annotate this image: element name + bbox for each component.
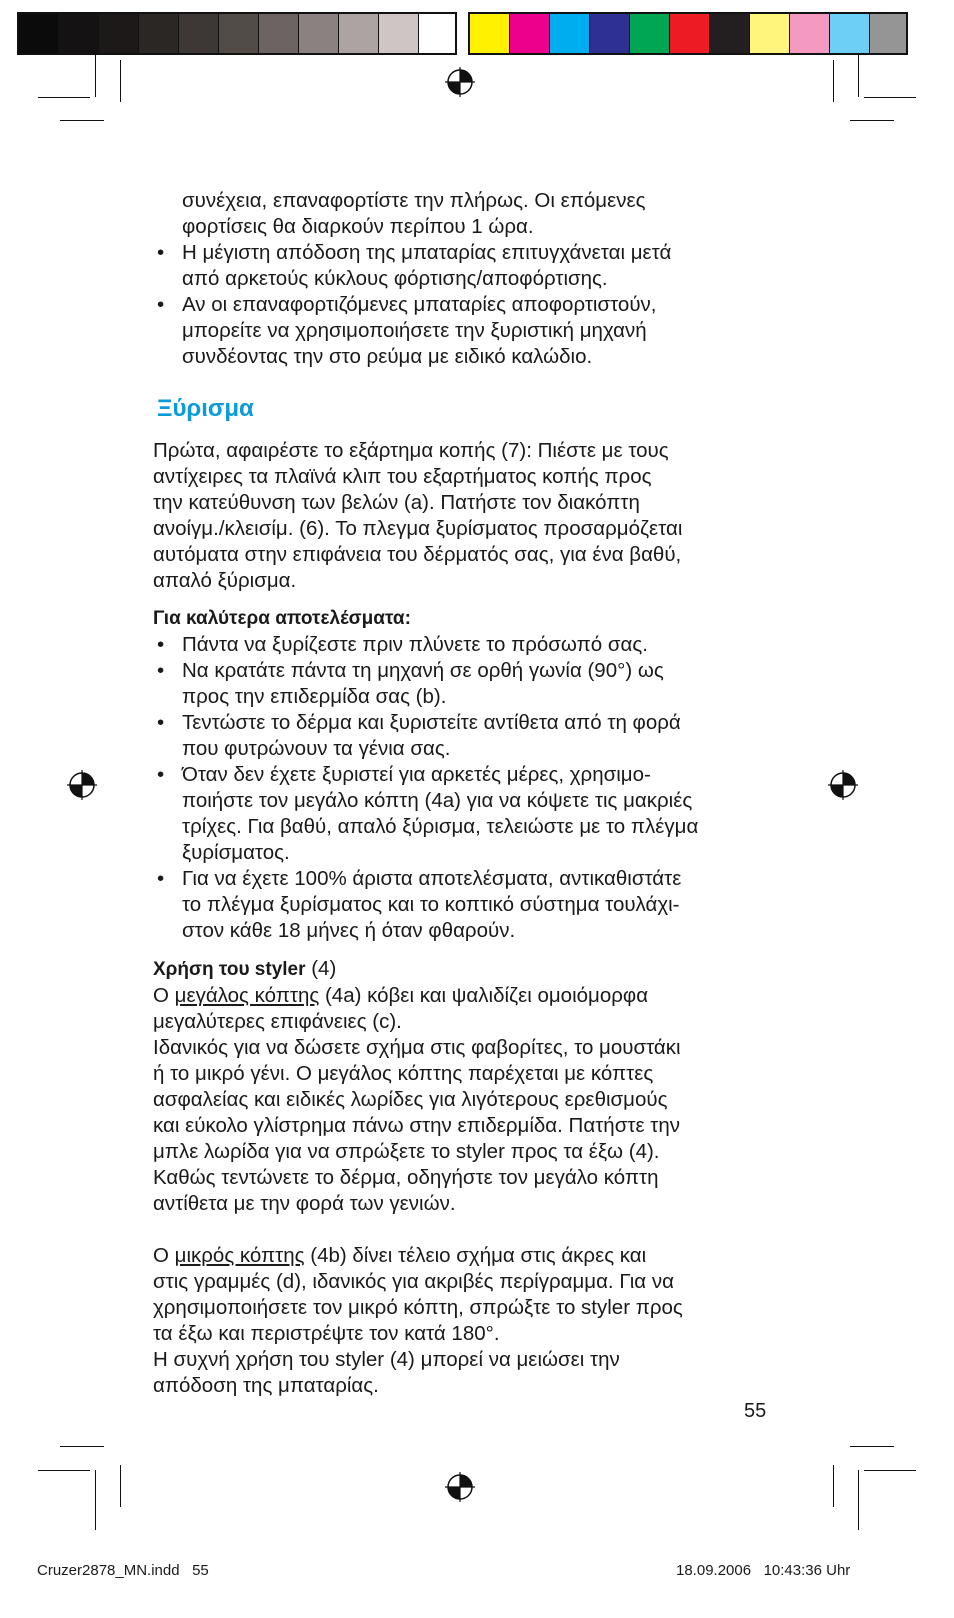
list-item: • Η μέγιστη απόδοση της μπαταρίας επιτυγχάνεται μετά από αρκετούς κύκλους φόρτισης/αποφόρτισης. [157,241,672,290]
grayscale-color-bar [17,12,457,55]
bullet-icon: • [157,867,165,890]
color-swatch [590,14,630,53]
list-item: • Για να έχετε 100% άριστα αποτελέσματα, αντικαθιστάτε το πλέγμα ξυρίσματος και το κοπτικό σύστημα τουλάχι- στον κάθε 18 μήνες ή όταν φθαρούν. [157,867,682,942]
color-swatch [630,14,670,53]
gray-swatch [419,14,455,53]
color-swatch [670,14,710,53]
crop-mark [95,1470,96,1530]
color-swatch [830,14,870,53]
gray-swatch [299,14,339,53]
intro-paragraph: Πρώτα, αφαιρέστε το εξάρτημα κοπής (7): Πιέστε με τους αντίχειρες τα πλαϊνά κλιπ του εξαρτήματος κοπής προς την κατεύθυνση των βελών (a). Πατήστε τον διακόπτη ανοίγμ./κλεισίμ. (6). Το πλεγμα ξυρίσματος προσαρμόζεται αυτόματα στην επιφάνεια του δέρματός σας, για ένα βαθύ, απαλό ξύρισμα. [153,439,683,592]
crop-mark [864,1470,916,1471]
crop-mark [120,60,121,102]
color-swatch [750,14,790,53]
crop-mark [60,120,104,121]
list-item: • Τεντώστε το δέρμα και ξυριστείτε αντίθετα από τη φορά που φυτρώνουν τα γένια σας. [157,711,681,760]
tips-heading: Για καλύτερα αποτελέσματα: [153,608,411,629]
crop-mark [38,97,90,98]
styler-heading: Χρήση του styler (4) [153,957,337,980]
slug-timestamp: 18.09.2006 10:43:36 Uhr [676,1562,851,1579]
registration-mark-icon [445,67,475,97]
crop-mark [60,1446,104,1447]
bullet-icon: • [157,633,165,656]
color-swatch [870,14,906,53]
continuation-text: συνέχεια, επαναφορτίστε την πλήρως. Οι επόμενες φορτίσεις θα διαρκούν περίπου 1 ώρα. [182,189,646,238]
bullet-icon: • [157,763,165,786]
page-body [153,188,797,1399]
crop-mark [833,1465,834,1507]
crop-mark [120,1465,121,1507]
crop-mark [850,1446,894,1447]
crop-mark [858,1470,859,1530]
crop-mark [864,97,916,98]
list-item: • Αν οι επαναφορτιζόμενες μπαταρίες αποφορτιστούν, μπορείτε να χρησιμοποιήσετε την ξυριστική μηχανή συνδέοντας την στο ρεύμα με ειδικό καλώδιο. [157,293,657,368]
crop-mark [833,60,834,102]
registration-mark-icon [828,770,858,800]
color-swatch [550,14,590,53]
gray-swatch [59,14,99,53]
bullet-icon: • [157,293,165,316]
slug-file-info: Cruzer2878_MN.indd 55 [37,1562,209,1579]
list-item: • Όταν δεν έχετε ξυριστεί για αρκετές μέρες, χρησιμο- ποιήστε τον μεγάλο κόπτη (4a) για να κόψετε τις μακριές τρίχες. Για βαθύ, απαλό ξύρισμα, τελειώστε με το πλέγμα ξυρίσματος. [157,763,699,864]
small-trimmer-paragraph: Ο μικρός κόπτης (4b) δίνει τέλειο σχήμα στις άκρες και στις γραμμές (d), ιδανικός για ακριβές περίγραμμα. Για να χρησιμοποιήσετε τον μικρό κόπτη, σπρώξτε το styler προς τα έξω και περιστρέψτε τον κατά 180°. Η συχνή χρήση του styler (4) μπορεί να μειώσει την απόδοση της μπαταρίας. [153,1244,683,1397]
crop-mark [38,1470,90,1471]
crop-mark [850,120,894,121]
section-title: Ξύρισμα [157,395,254,422]
bullet-icon: • [157,659,165,682]
gray-swatch [339,14,379,53]
big-trimmer-paragraph: Ο μεγάλος κόπτης (4a) κόβει και ψαλιδίζει ομοιόμορφα μεγαλύτερες επιφάνειες (c). Ιδανικός για να δώσετε σχήμα στις φαβορίτες, το μουστάκι ή το μικρό γένι. Ο μεγάλος κόπτης παρέχεται με κόπτες ασφαλείας και ειδικές λωρίδες για λιγότερους ερεθισμούς και εύκολο γλίστρημα πάνω στην επιδερμίδα. Πατήστε την μπλε λωρίδα για να σπρώξετε το styler προς τα έξω (4). Καθώς τεντώνετε το δέρμα, οδηγήστε τον μεγάλο κόπτη αντίθετα με την φορά των γενιών. [153,984,681,1215]
list-item: • Να κρατάτε πάντα τη μηχανή σε ορθή γωνία (90°) ως προς την επιδερμίδα σας (b). [157,659,664,708]
bullet-icon: • [157,711,165,734]
gray-swatch [139,14,179,53]
crop-mark [858,55,859,97]
registration-mark-icon [445,1472,475,1502]
page-number: 55 [744,1400,767,1422]
list-item: • Πάντα να ξυρίζεστε πριν πλύνετε το πρόσωπό σας. [157,633,648,656]
registration-mark-icon [67,770,97,800]
process-color-bar [468,12,908,55]
crop-mark [95,55,96,97]
gray-swatch [379,14,419,53]
color-swatch [510,14,550,53]
gray-swatch [219,14,259,53]
gray-swatch [259,14,299,53]
gray-swatch [179,14,219,53]
bullet-icon: • [157,241,165,264]
color-swatch [710,14,750,53]
color-swatch [470,14,510,53]
color-swatch [790,14,830,53]
gray-swatch [19,14,59,53]
gray-swatch [99,14,139,53]
